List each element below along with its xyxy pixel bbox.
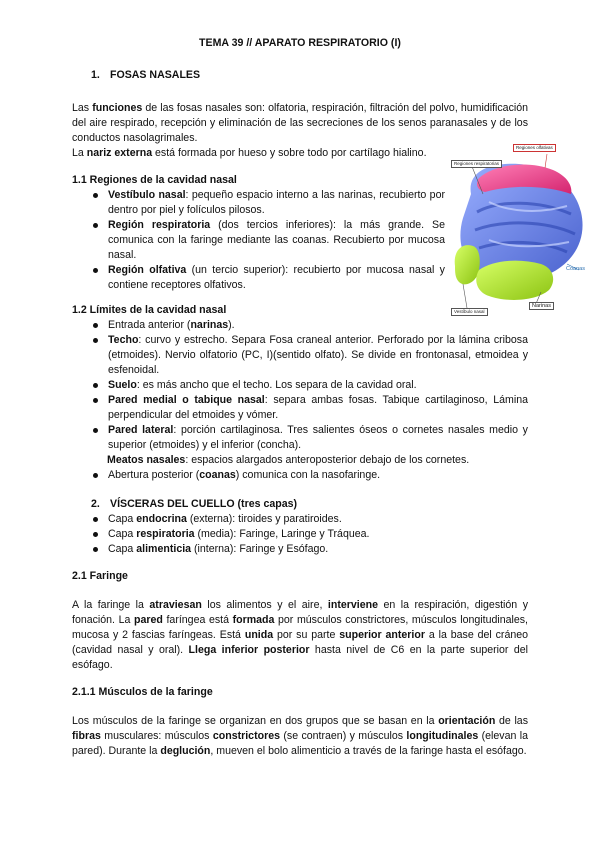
- limites-list: [72, 318, 528, 483]
- intro-paragraph: Las funciones de las fosas nasales son: olfatoria, respiración, filtración del polvo, humidificación del aire respirado, recepción y eliminación de las secreciones de los senos paranasales y de los conductos nasolagrimales.: [72, 102, 528, 144]
- label-narinas: Narinas: [529, 302, 554, 310]
- visceras-list: [72, 512, 528, 557]
- list-item: Región olfativa (un tercio superior): recubierto por mucosa nasal y contiene receptores olfativos.: [72, 263, 445, 293]
- list-item: Región respiratoria (dos tercios inferiores): la más grande. Se comunica con la faringe mediante las coanas. Recubierto por mucosa nasal.: [72, 218, 445, 263]
- label-regiones-respiratorias: Regiones respiratorias: [451, 160, 502, 168]
- list-item: Capa alimenticia (interna): Faringe y Esófago.: [72, 542, 528, 557]
- subsection-2-1-heading: 2.1 Faringe: [72, 570, 128, 582]
- subsection-1-2-heading: 1.2 Límites de la cavidad nasal: [72, 304, 227, 316]
- list-item: Vestíbulo nasal: pequeño espacio interno a las narinas, recubierto por dentro por piel y folículos pilosos.: [72, 188, 445, 218]
- nasal-cavity-figure: [449, 142, 591, 318]
- list-item: Abertura posterior (coanas) comunica con la nasofaringe.: [72, 468, 528, 483]
- list-item: Pared medial o tabique nasal: separa ambas fosas. Tabique cartilaginoso, Lámina perpendicular del etmoides y vómer.: [72, 393, 528, 423]
- section-1-heading: 1. FOSAS NASALES: [91, 69, 201, 81]
- nariz-externa-paragraph: La nariz externa está formada por hueso y sobre todo por cartílago hialino.: [72, 147, 427, 159]
- section-2-heading: 2. VÍSCERAS DEL CUELLO (tres capas): [91, 498, 298, 510]
- label-coanas: Coanas: [566, 266, 585, 272]
- list-item: Techo: curvo y estrecho. Separa Fosa craneal anterior. Perforado por la lámina cribosa (etmoides). Nervio olfatorio (PC, I)(sentido olfato). Se divide en frontonasal, etmoidea y esfenoidal.: [72, 333, 528, 378]
- list-item: Pared lateral: porción cartilaginosa. Tres salientes óseos o cornetes nasales medio y superior (etmoides) y el inferior (concha). - Meatos nasales: espacios alargados anteroposterior debajo de los cornetes.: [72, 423, 528, 468]
- list-item: Capa respiratoria (media): Faringe, Laringe y Tráquea.: [72, 527, 528, 542]
- nasal-cavity-illustration: [449, 142, 591, 318]
- label-regiones-olfativas: Regiones olfativas: [513, 144, 556, 152]
- faringe-paragraph: A la faringe la atraviesan los alimentos y el aire, interviene en la respiración, digestión y fonación. La pared faríngea está formada por músculos constrictores, músculos longitudinales, mucosa y 2 fascias faríngeas. Está unida por su parte superior anterior a la base del cráneo (cavidad nasal y oral). Llega inferior posterior hasta nivel de C6 en la parte superior del esófago.: [72, 599, 529, 671]
- subsection-1-1-heading: 1.1 Regiones de la cavidad nasal: [72, 174, 237, 186]
- label-vestibulo-nasal: Vestíbulo nasal: [451, 308, 488, 316]
- subsection-2-1-1-heading: 2.1.1 Músculos de la faringe: [72, 686, 213, 698]
- list-item: Entrada anterior (narinas).: [72, 318, 528, 333]
- list-item: Capa endocrina (externa): tiroides y paratiroides.: [72, 512, 528, 527]
- sub-list-item: - Meatos nasales: espacios alargados anteroposterior debajo de los cornetes.: [72, 453, 528, 468]
- page-title: TEMA 39 // APARATO RESPIRATORIO (I): [199, 37, 401, 49]
- musculos-paragraph: Los músculos de la faringe se organizan en dos grupos que se basan en la orientación de las fibras musculares: músculos constrictores (se contraen) y músculos longitudinales (elevan la pared). Durante la deglución, mueven el bolo alimenticio a través de la faringe hasta el esófago.: [72, 715, 529, 757]
- list-item: Suelo: es más ancho que el techo. Los separa de la cavidad oral.: [72, 378, 528, 393]
